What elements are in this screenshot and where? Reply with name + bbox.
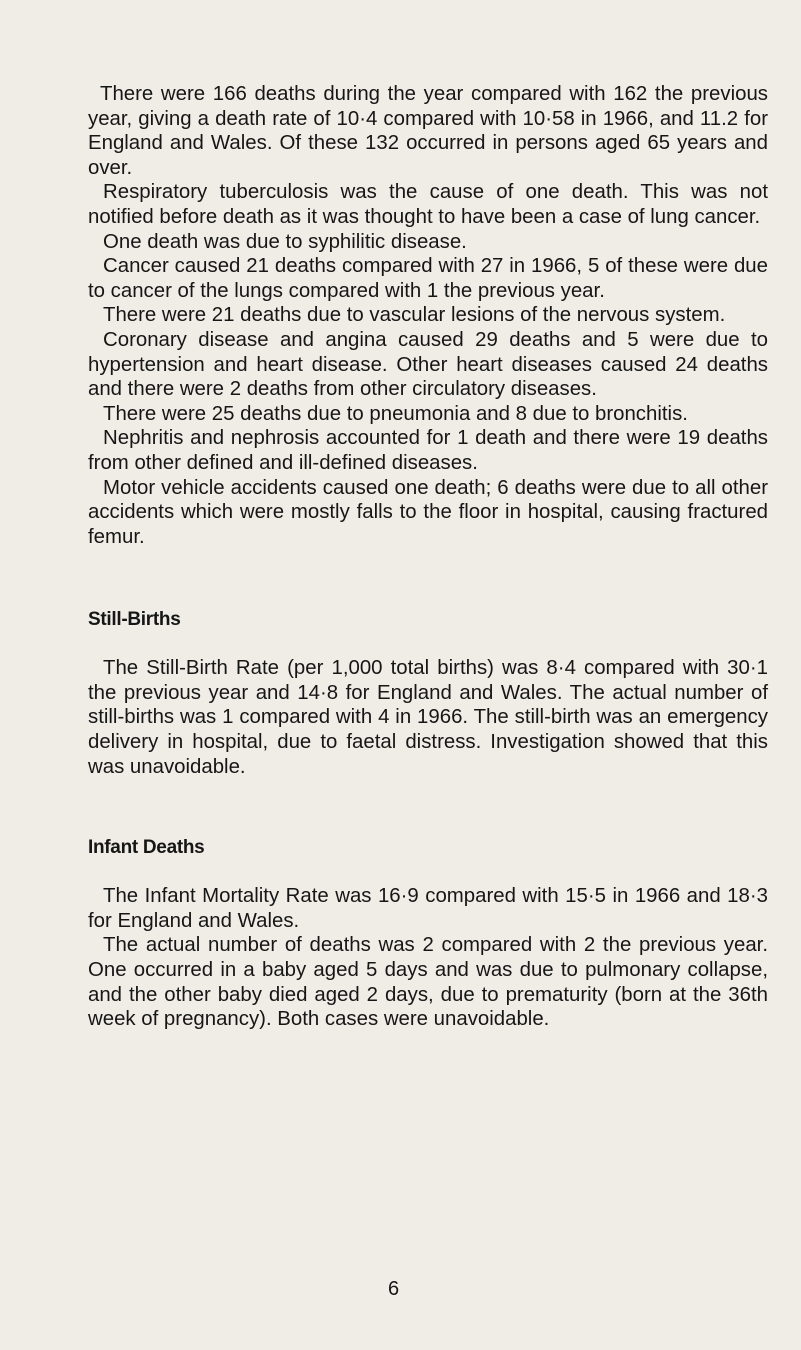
deaths-paragraph-4: Cancer caused 21 deaths compared with 27 in 1966, 5 of these were due to cancer of the lungs compared with 1 the previous year. [88,255,768,302]
deaths-paragraph-1: There were 166 deaths during the year compared with 162 the previous year, giving a death rate of 10·4 compared with 10·58 in 1966, and 11.2 for England and Wales. Of these 132 occurred in persons aged 65 years and over. [88,83,768,179]
page-number: 6 [388,1278,400,1300]
deaths-paragraph-3: One death was due to syphilitic disease. [103,230,467,253]
infant-deaths-paragraph-1: The Infant Mortality Rate was 16·9 compared with 15·5 in 1966 and 18·3 for England and Wales. [88,885,768,932]
deaths-paragraph-7: There were 25 deaths due to pneumonia and 8 due to bronchitis. [103,402,688,425]
infant-deaths-paragraph-2: The actual number of deaths was 2 compared with 2 the previous year. One occurred in a baby aged 5 days and was due to pulmonary collapse, and the other baby died aged 2 days, due to prematurity (born at the 36th week of pregnancy). Both cases were unavoidable. [88,934,768,1031]
still-births-section [88,609,768,779]
still-births-paragraph: The Still-Birth Rate (per 1,000 total births) was 8·4 compared with 30·1 the previous year and 14·8 for England and Wales. The actual number of still-births was 1 compared with 4 in 1966. The still-birth was an emergency delivery in hospital, due to faetal distress. Investigation showed that this was unavoidable. [88,657,768,778]
infant-deaths-heading: Infant Deaths [88,837,205,859]
infant-deaths-section [88,837,768,1032]
report-page [88,82,768,1032]
deaths-section [88,82,768,549]
still-births-heading: Still-Births [88,609,181,631]
deaths-paragraph-2: Respiratory tuberculosis was the cause of one death. This was not notified before death as it was thought to have been a case of lung cancer. [88,181,768,228]
deaths-paragraph-8: Nephritis and nephrosis accounted for 1 death and there were 19 deaths from other defined and ill-defined diseases. [88,427,768,474]
deaths-paragraph-5: There were 21 deaths due to vascular lesions of the nervous system. [103,304,726,327]
deaths-paragraph-6: Coronary disease and angina caused 29 deaths and 5 were due to hypertension and heart disease. Other heart diseases caused 24 deaths and there were 2 deaths from other circulatory diseases. [88,328,768,401]
deaths-paragraph-9: Motor vehicle accidents caused one death; 6 deaths were due to all other accidents which were mostly falls to the floor in hospital, causing fractured femur. [88,476,768,548]
